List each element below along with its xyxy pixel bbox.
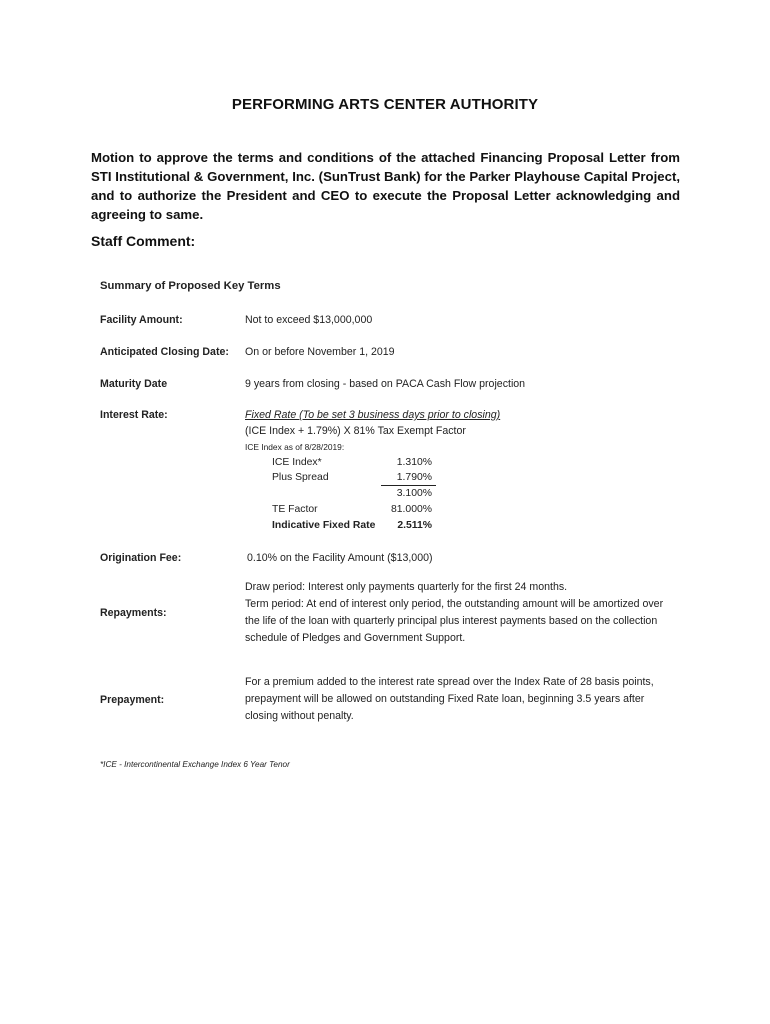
calc-value-ice-index: 1.310% bbox=[396, 457, 432, 468]
footnote: *ICE - Intercontinental Exchange Index 6 Year Tenor bbox=[100, 760, 290, 769]
maturity-date-value: 9 years from closing - based on PACA Cash Flow projection bbox=[245, 378, 526, 390]
ice-index-date: ICE Index as of 8/28/2019: bbox=[245, 442, 345, 452]
calc-label-ice-index: ICE Index* bbox=[272, 457, 322, 468]
repayments-draw-period: Draw period: Interest only payments quarterly for the first 24 months. bbox=[245, 581, 568, 593]
origination-fee-value: 0.10% on the Facility Amount ($13,000) bbox=[247, 552, 433, 564]
calc-label-plus-spread: Plus Spread bbox=[272, 472, 329, 483]
sum-rule bbox=[381, 485, 436, 486]
repayments-term-period: Term period: At end of interest only period, the outstanding amount will be amortized over the life of the loan with quarterly principal plus interest payments based on the collection schedule of Pledges and Government Support. bbox=[245, 598, 664, 644]
calc-label-indicative-rate: Indicative Fixed Rate bbox=[272, 520, 376, 531]
rate-formula: (ICE Index + 1.79%) X 81% Tax Exempt Factor bbox=[245, 425, 466, 437]
facility-amount-value: Not to exceed $13,000,000 bbox=[245, 314, 373, 326]
calc-value-subtotal: 3.100% bbox=[396, 488, 432, 499]
fixed-rate-heading: Fixed Rate (To be set 3 business days prior to closing) bbox=[245, 409, 501, 421]
calc-value-te-factor: 81.000% bbox=[390, 504, 432, 515]
closing-date-label: Anticipated Closing Date: bbox=[100, 346, 229, 358]
maturity-date-label: Maturity Date bbox=[100, 378, 168, 390]
closing-date-value: On or before November 1, 2019 bbox=[245, 346, 395, 358]
document-title: PERFORMING ARTS CENTER AUTHORITY bbox=[231, 96, 539, 113]
origination-fee-label: Origination Fee: bbox=[100, 552, 182, 564]
calc-value-plus-spread: 1.790% bbox=[396, 472, 432, 483]
prepayment-label: Prepayment: bbox=[100, 694, 165, 706]
motion-text: Motion to approve the terms and conditions of the attached Financing Proposal Letter from STI Institutional & Government, Inc. (SunTrust Bank) for the Parker Playhouse Capital Project, and to authorize the President and CEO to execute the Proposal Letter acknowledging and agreeing to same. bbox=[91, 150, 680, 222]
prepayment-value: For a premium added to the interest rate spread over the Index Rate of 28 basis points, prepayment will be allowed on outstanding Fixed Rate loan, beginning 3.5 years after closing without penalty. bbox=[245, 676, 654, 722]
calc-label-te-factor: TE Factor bbox=[272, 504, 318, 515]
interest-rate-label: Interest Rate: bbox=[100, 409, 168, 421]
calc-value-indicative-rate: 2.511% bbox=[397, 520, 432, 531]
repayments-label: Repayments: bbox=[100, 607, 167, 619]
staff-comment-heading: Staff Comment: bbox=[91, 233, 196, 249]
summary-title: Summary of Proposed Key Terms bbox=[100, 280, 281, 292]
facility-amount-label: Facility Amount: bbox=[100, 314, 183, 326]
